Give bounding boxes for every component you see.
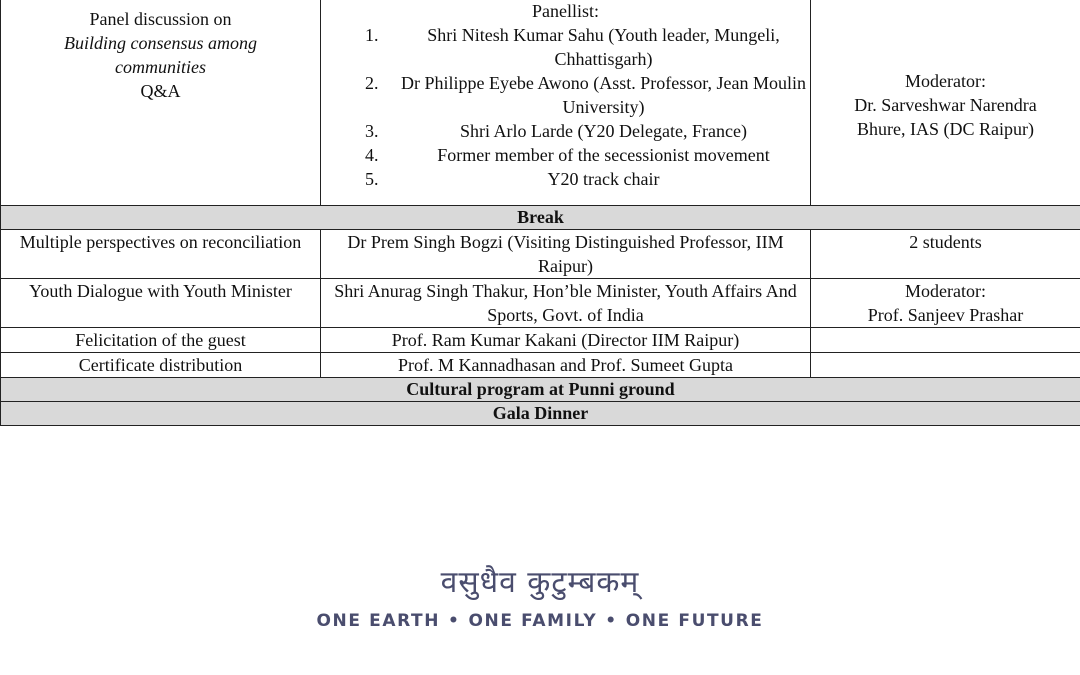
panellist-name: Shri Nitesh Kumar Sahu (Youth leader, Mungeli, Chhattisgarh) xyxy=(427,25,780,69)
break-row xyxy=(1,206,1080,230)
panel-topic-line1: Building consensus among xyxy=(64,33,257,53)
extra-cell xyxy=(811,279,1080,328)
panel-moderator-cell xyxy=(811,0,1080,206)
list-number: 5. xyxy=(365,169,379,189)
speaker-cell: Shri Anurag Singh Thakur, Hon’ble Minister, Youth Affairs And Sports, Govt. of India xyxy=(321,279,811,328)
dinner-row xyxy=(1,402,1080,426)
moderator-name-line1: Dr. Sarveshwar Narendra xyxy=(854,95,1037,115)
session-cell: Certificate distribution xyxy=(1,353,321,378)
list-number: 1. xyxy=(365,25,379,45)
list-item xyxy=(365,167,810,191)
panel-title: Panel discussion on xyxy=(89,9,232,29)
list-number: 2. xyxy=(365,73,379,93)
separator-dot: • xyxy=(605,611,618,631)
list-item xyxy=(365,143,810,167)
panellist-name: Shri Arlo Larde (Y20 Delegate, France) xyxy=(460,121,747,141)
speaker-cell: Prof. M Kannadhasan and Prof. Sumeet Gupta xyxy=(321,353,811,378)
moderator-label: Moderator: xyxy=(905,281,986,301)
panellist-name: Dr Philippe Eyebe Awono (Asst. Professor, Jean Moulin University) xyxy=(400,73,807,117)
table-row xyxy=(1,230,1080,279)
panel-session-cell xyxy=(1,0,321,206)
speaker-cell: Prof. Ram Kumar Kakani (Director IIM Raipur) xyxy=(321,328,811,353)
list-item xyxy=(365,23,810,71)
panellist-heading: Panellist: xyxy=(532,1,599,21)
list-number: 3. xyxy=(365,121,379,141)
panellist-name: Former member of the secessionist movement xyxy=(437,145,770,165)
session-cell: Youth Dialogue with Youth Minister xyxy=(1,279,321,328)
table-row xyxy=(1,328,1080,353)
extra-cell xyxy=(811,353,1080,378)
panellist-name: Y20 track chair xyxy=(547,169,660,189)
moderator-label: Moderator: xyxy=(905,71,986,91)
panel-topic-line2: communities xyxy=(115,57,206,77)
session-cell: Multiple perspectives on reconciliation xyxy=(1,230,321,279)
cultural-row xyxy=(1,378,1080,402)
table-row xyxy=(1,279,1080,328)
panellist-list xyxy=(321,23,810,191)
qa-label: Q&A xyxy=(140,81,181,101)
g20-slogan xyxy=(0,611,1080,631)
list-item xyxy=(365,71,810,119)
slogan-one-earth: ONE EARTH xyxy=(316,611,441,631)
slogan-one-future: ONE FUTURE xyxy=(625,611,764,631)
session-cell: Felicitation of the guest xyxy=(1,328,321,353)
extra-cell: 2 students xyxy=(811,230,1080,279)
panel-discussion-row xyxy=(1,0,1080,206)
separator-dot: • xyxy=(448,611,461,631)
list-item xyxy=(365,119,810,143)
extra-cell xyxy=(811,328,1080,353)
break-label: Break xyxy=(1,206,1080,230)
moderator-name: Prof. Sanjeev Prashar xyxy=(867,305,1024,325)
table-row xyxy=(1,353,1080,378)
cultural-label: Cultural program at Punni ground xyxy=(1,378,1080,402)
panellists-cell xyxy=(321,0,811,206)
hindi-motto: वसुधैव कुटुम्बकम् xyxy=(440,565,640,600)
list-number: 4. xyxy=(365,145,379,165)
moderator-name-line2: Bhure, IAS (DC Raipur) xyxy=(857,119,1034,139)
speaker-cell: Dr Prem Singh Bogzi (Visiting Distinguished Professor, IIM Raipur) xyxy=(321,230,811,279)
slogan-one-family: ONE FAMILY xyxy=(468,611,598,631)
dinner-label: Gala Dinner xyxy=(1,402,1080,426)
